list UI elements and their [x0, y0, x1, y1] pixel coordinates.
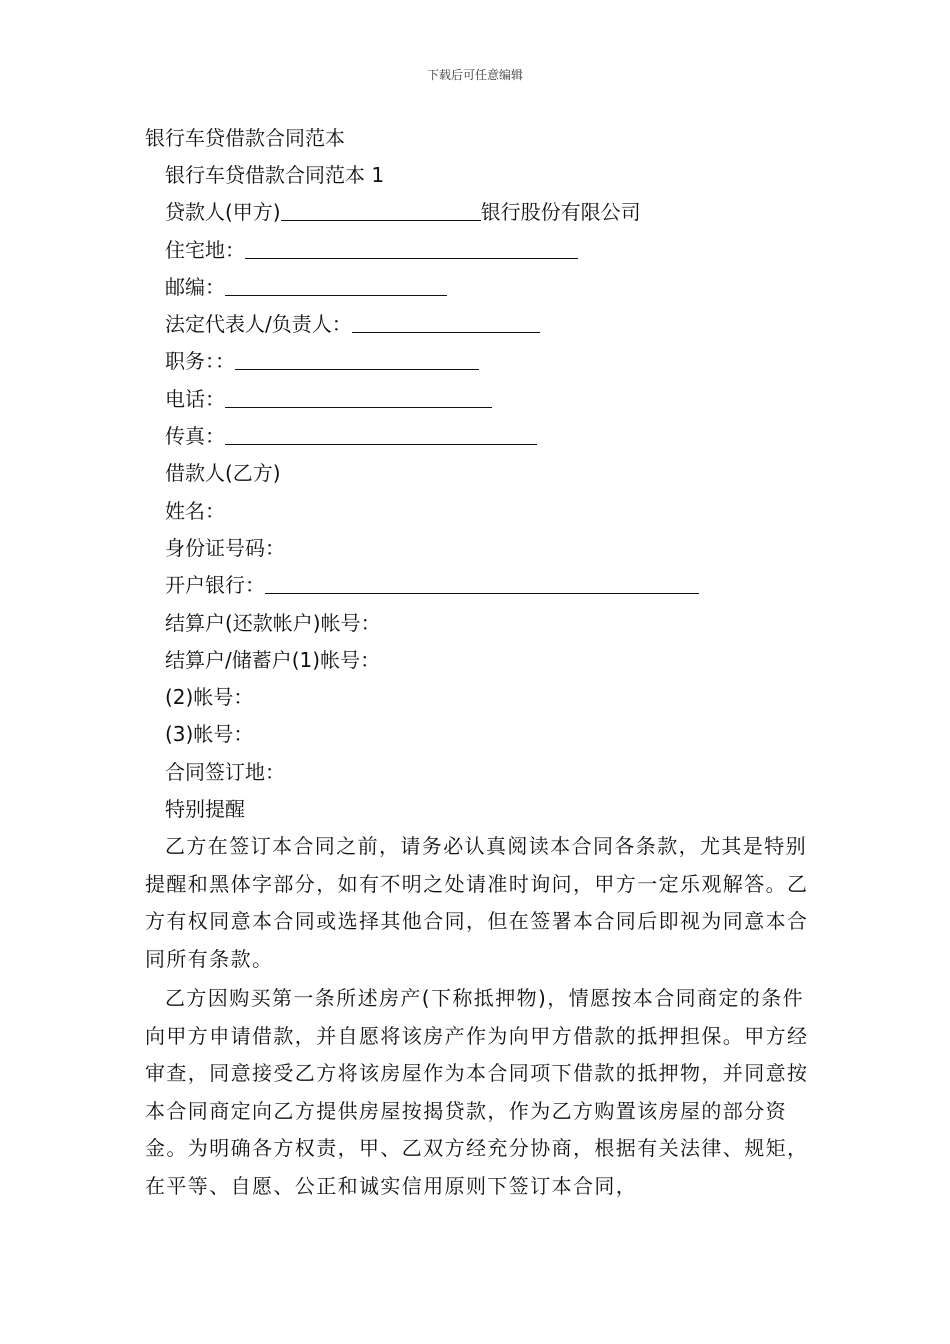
savings-account-label: 结算户/储蓄户(1)帐号： [165, 647, 381, 672]
bank-line [145, 567, 815, 604]
settle-account-label: 结算户(还款帐户)帐号： [165, 610, 381, 635]
id-label: 身份证号码： [165, 535, 285, 560]
phone-label: 电话： [165, 386, 225, 411]
borrower-label: 借款人(乙方) [165, 461, 281, 486]
legal-rep-line [145, 306, 815, 343]
lender-blank [281, 196, 481, 221]
zip-line [145, 269, 815, 306]
fax-blank [225, 420, 537, 445]
bank-blank [265, 569, 699, 594]
bank-label: 开户银行： [165, 573, 265, 598]
document-subtitle: 银行车贷借款合同范本 1 [165, 163, 385, 187]
fax-label: 传真： [165, 424, 225, 449]
account3-label: (3)帐号： [165, 722, 254, 747]
legal-rep-label: 法定代表人/负责人： [165, 312, 352, 337]
position-label: 职务：： [165, 349, 235, 374]
position-blank [235, 345, 479, 370]
lender-suffix: 银行股份有限公司 [480, 200, 641, 225]
notice-paragraph: 乙方在签订本合同之前，请务必认真阅读本合同各条款，尤其是特别提醒和黑体字部分，如有不明之处请准时询问，甲方一定乐观解答。乙方有权同意本合同或选择其他合同，但在签署本合同后即视为同意本合同所有条款。 [145, 834, 809, 971]
lender-line [145, 194, 815, 231]
address-blank [245, 234, 578, 259]
page-header-note: 下载后可任意编辑 [426, 68, 523, 82]
phone-blank [225, 383, 492, 408]
fax-line [145, 418, 815, 455]
contract-body [145, 120, 815, 1205]
position-line [145, 343, 815, 380]
address-label: 住宅地： [165, 237, 245, 262]
phone-line [145, 381, 815, 418]
zip-blank [225, 271, 447, 296]
address-line [145, 232, 815, 269]
account2-label: (2)帐号： [165, 685, 254, 710]
purpose-paragraph: 乙方因购买第一条所述房产(下称抵押物)，情愿按本合同商定的条件向甲方申请借款，并自愿将该房产作为向甲方借款的抵押担保。甲方经审查，同意接受乙方将该房屋作为本合同项下借款的抵押物，并同意按本合同商定向乙方提供房屋按揭贷款，作为乙方购置该房屋的部分资金。为明确各方权责，甲、乙双方经充分协商，根据有关法律、规矩，在平等、自愿、公正和诚实信用原则下签订本合同， [145, 986, 809, 1198]
sign-place-label: 合同签订地： [165, 759, 285, 784]
zip-label: 邮编： [165, 274, 225, 299]
lender-label: 贷款人(甲方) [165, 200, 281, 225]
legal-rep-blank [352, 308, 540, 333]
name-label: 姓名： [165, 498, 225, 523]
document-title: 银行车贷借款合同范本 [145, 126, 345, 150]
notice-heading: 特别提醒 [165, 797, 245, 822]
